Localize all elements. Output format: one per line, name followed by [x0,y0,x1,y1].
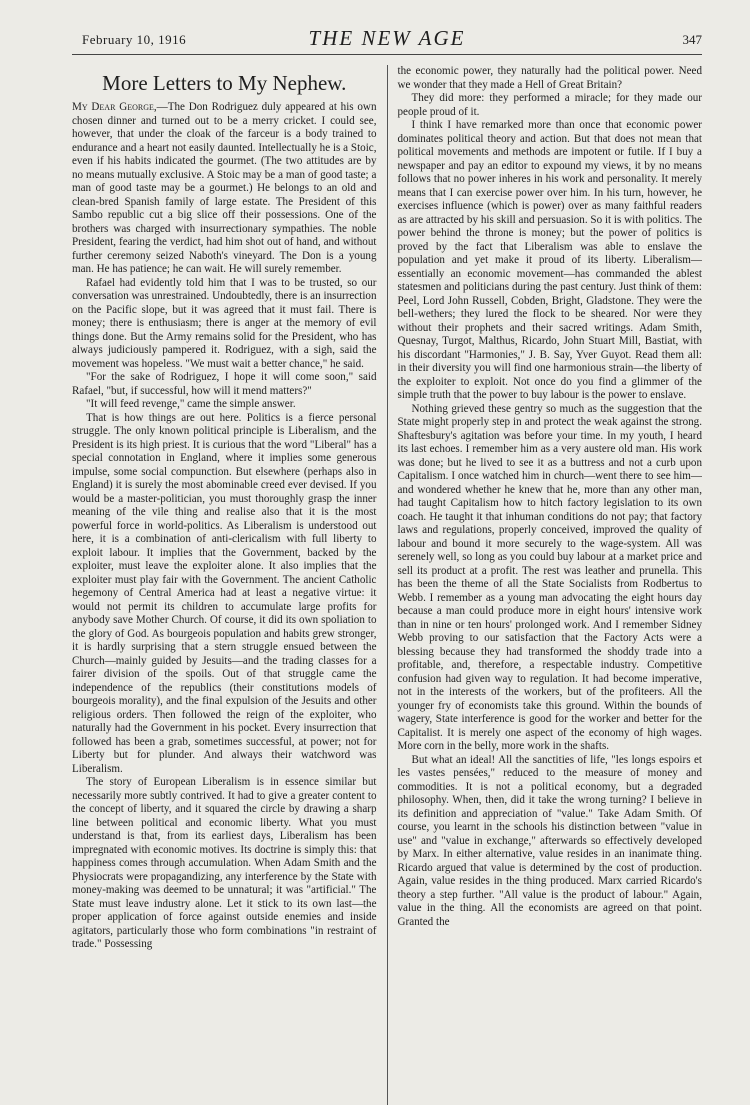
paragraph: That is how things are out here. Politics is a fierce personal struggle. The only known political principle is Liberalism, and the President is its high priest. It is curious that the word "Liberal" has a special connotation in England, where it implies some generous impulse, some social compunction. But elsewhere (perhaps also in England) it is surely the most abominable creed ever devised. If you would be a master-politician, you must thoroughly grasp the inner meaning of the vile thing and realise also that it is the most powerful force in world-politics. As Liberalism is understood out here, it is a combination of anti-clericalism with full liberty to exploit labour. It implies that the Government, backed by the exploiter, must leave the exploiter alone. It also implies that the exploiter must play fair with the Government. The ancient Catholic hegemony of Central America had at least a negative virtue: it would not permit its children to accumulate large profits for anybody save Mother Church. Of course, it did its own spoliation to the glory of God. As bourgeois population and habits grew stronger, it is hardly surprising that a stern struggle ensued between the Church—mainly guided by Jesuits—and the trading classes for a fairer division of the spoils. Out of that struggle came the independence of the republics (their constitutions models of bourgeois morality), and the final expulsion of the Jesuits and other religious orders. Then followed the reign of the exploiter, who naturally had the Government in his pocket. Every insurrection that followed has been a grab, sometimes successful, at power; not for Liberty but for plunder. And always their watchword was Liberalism. [72,411,377,775]
paragraph: But what an ideal! All the sanctities of life, "les longs espoirs et les vastes pensées," reduced to the measure of money and commodities. It is not a political economy, but a degraded philosophy. When, then, did it take the wrong turning? I believe in its definition and appreciation of "value." Take Adam Smith. Of course, you learnt in the schools his distinction between "value in use" and "value in exchange," afterwards so effectively developed by Marx. In either alternative, value resides in an inanimate thing. Ricardo argued that value is determined by the cost of production. Again, value resides in the thing produced. Marx carried Ricardo's theory a step further. "All value is the product of labour." Again, value in the thing. All the economists are agreed on that point. Granted the [397,753,702,928]
page-number: 347 [682,32,702,47]
paragraph: Rafael had evidently told him that I was to be trusted, so our conversation was unrestrained. Undoubtedly, there is an insurrection on the Pacific slope, but it was agreed that it must fail. There is money; there is enthusiasm; there is anger at the memory of evil things done. But the Army remains solid for the President, who has always judiciously pampered it. Rodriguez, with a sigh, said the movement was hopeless. "We must wait a better chance," he said. [72,276,377,370]
issue-date: February 10, 1916 [82,32,187,47]
running-head [72,28,702,55]
paragraph [72,101,377,277]
right-column [387,65,703,1105]
paragraph: the economic power, they naturally had the political power. Need we wonder that they made a Hell of Great Britain? [397,65,702,91]
paragraph: I think I have remarked more than once that economic power dominates political theory and action. But that does not mean that political movements and methods are impotent or futile. If I buy a newspaper and pay an editor to expound my views, it by no means follows that no power inheres in his work and personality. It merely means that I can exercise power over him. In his turn, however, he exercises influence (which is power) over as many faithful readers as are attracted by his skill and persuasion. So it is with politics. The power behind the throne is money; but the power of politics is proved by the fact that Liberalism was able to enslave the population and yet make it proud of its liberty. Liberalism—essentially an economic movement—has commanded the ablest statesmen and politicians during the past century. Just think of them: Peel, Lord John Russell, Cobden, Bright, Gladstone. They were the bell-wethers; they lured the flock to be sheared. Nor were they without their prophets and their sacred writings. Adam Smith, Quesnay, Turgot, Malthus, Ricardo, John Stuart Mill, Bastiat, with his discordant "Harmonies," J. B. Say, Yver Guyot. Read them all: in their diversity you will find one harmonious strain—the liberty of the exploiter to exploit. Not once do you find a glimmer of the simple truth that the power to buy labour is the power to enslave. [397,119,702,401]
paragraph: Nothing grieved these gentry so much as the suggestion that the State might properly step in and protect the weak against the strong. Shaftesbury's agitation was before your time. In my youth, I heard its last echoes. I remember him as a very austere old man. His work was done; but he lived to see it as a buttress and not a curb upon Capitalism. I once watched him in church—went there to see him—and wondered whether he knew that he, more than any other man, had taught Capitalism how to hitch factory legislation to its own coach. He taught it that inhuman conditions do not pay; that factory laws and regulations, properly conceived, improved the quality of labour and bound it more securely to the wage-system. All was serenely well, so long as you could buy labour at a market price and sell its product at a profit. The rest was leather and prunella. This has been the theme of all the State Socialists from Rodbertus to Webb. I remember as a young man advocating the eight hours day because a man could produce more in eight hours' intensive work than in nine or ten hours' prolonged work. And I remember Sidney Webb proving to our satisfaction that the Factory Acts were a blessing because they had transformed the shoddy trade into a profitable, and, therefore, a respectable industry. Competitive confusion had given way to regulation. It had become imperative, not in the interests of the workers, but of the profiteers. All the younger fry of economists take this ground. Within the bounds of wagery, State interference is good for the worker and better for the Capitalist. It is merely one aspect of the economy of high wages. More corn in the belly, more work in the shafts. [397,402,702,752]
article-title: More Letters to My Nephew. [102,71,347,95]
paragraph: "It will feed revenge," came the simple answer. [86,398,296,410]
paragraph: The story of European Liberalism is in essence similar but necessarily more subtly contrived. It had to give a greater content to the concept of liberty, and it squared the circle by drawing a sharp line between political and economic liberty. What you must understand is that, from its earliest days, Liberalism has been impregnated with economic motives. Its doctrine is simply this: that happiness comes through accumulation. When Adam Smith and the Physiocrats were propagandizing, any interference by the State with money-making was deemed to be unnatural; it was "artificial." The State must leave industry alone. Let it stick to its own last—the proper application of force against outside enemies and inside agitators, particularly those who form combinations "in restraint of trade." Possessing [72,776,377,950]
left-column [72,65,387,1105]
paragraph-text: —The Don Rodriguez duly appeared at his own chosen dinner and turned out to be a merry cricket. I could see, however, that under the cloak of the farceur is a body trained to endurance and a heart not easily daunted. Intellectually he is a Stoic, even if his habits indicated the gourmet. (The two attitudes are by no means mutually exclusive. A Stoic may be a man of good taste; a man of good taste may be a gourmet.) He belongs to an old and clean-bred Spanish family of large estate. The President of this Sambo republic cut a big slice off their possessions. One of the brothers was charged with insurrectionary sympathies. The noble President, fearing the verdict, had him shot out of hand, and without further ceremony seized Naboth's vineyard. The Don is a young man. He has patience; he can wait. He will surely remember. [72,101,377,275]
journal-title: THE NEW AGE [308,26,466,50]
salutation: My Dear George, [72,101,157,113]
article-columns [72,65,702,1105]
paragraph: "For the sake of Rodriguez, I hope it will come soon," said Rafael, "but, if successful, how will it mend matters?" [72,371,377,397]
paragraph: They did more: they performed a miracle; for they made our people proud of it. [397,92,702,118]
